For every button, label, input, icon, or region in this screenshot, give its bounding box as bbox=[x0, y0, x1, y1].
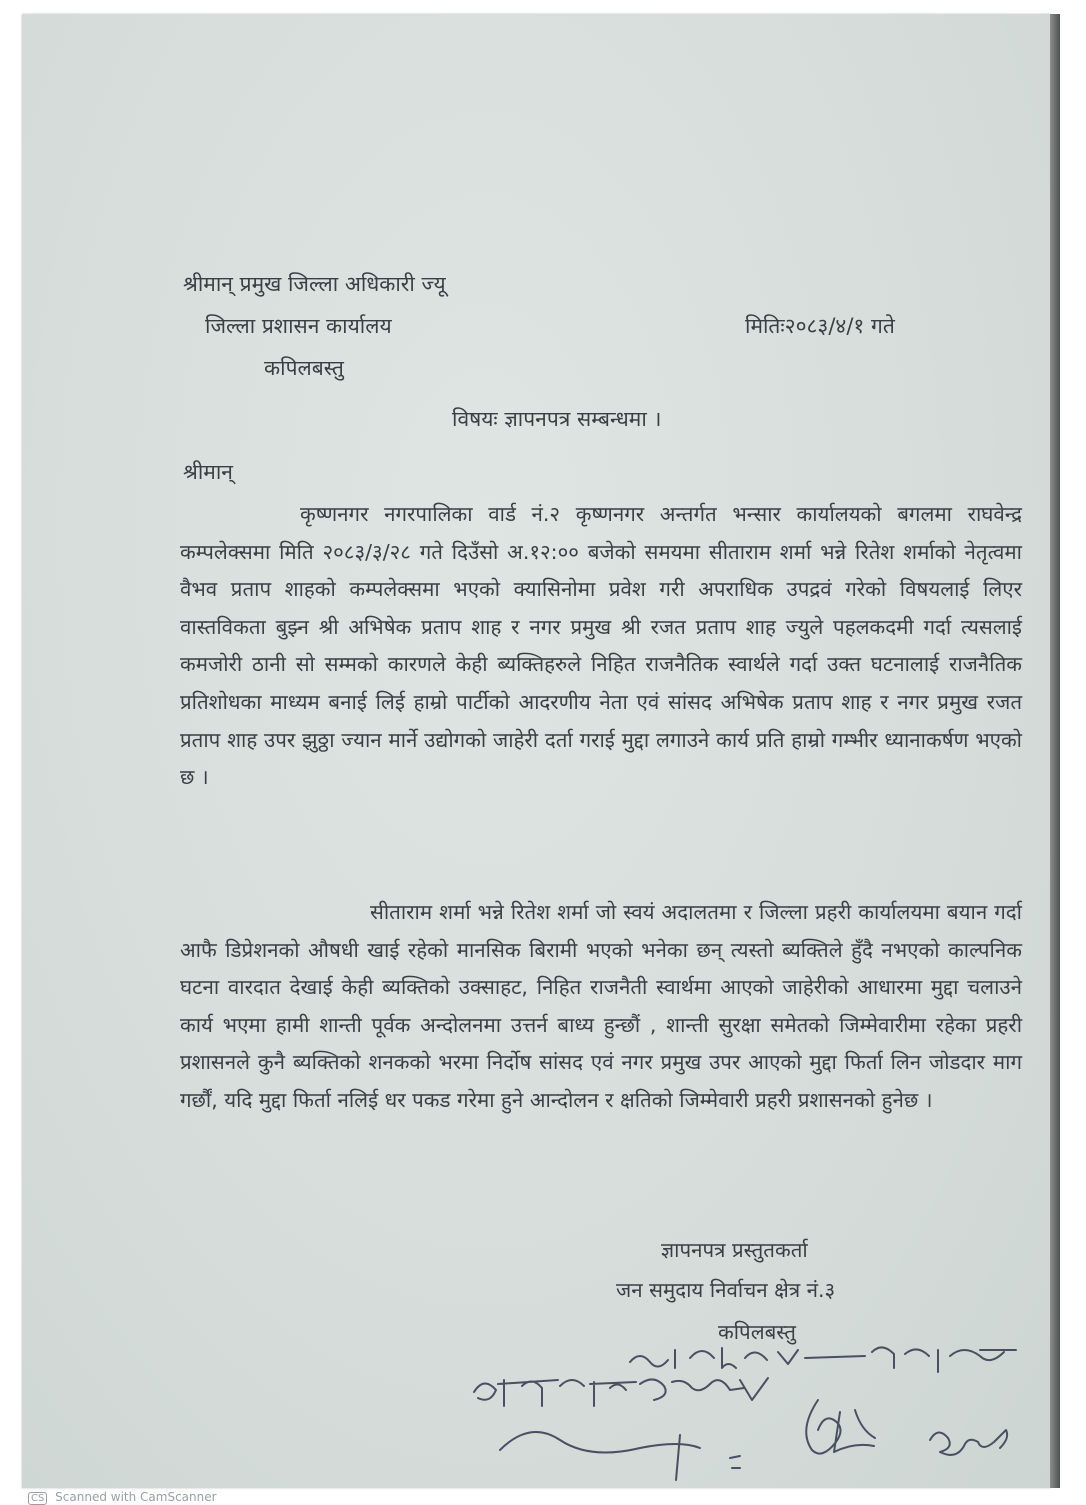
closing-district: कपिलबस्तु bbox=[718, 1320, 796, 1344]
signature-stroke bbox=[806, 1400, 875, 1454]
camscanner-text: Scanned with CamScanner bbox=[55, 1490, 217, 1504]
letter-subject: विषयः ज्ञापनपत्र सम्बन्धमा । bbox=[452, 407, 662, 431]
letter-date: मितिः२०८३/४/१ गते bbox=[745, 314, 895, 338]
handwritten-signatures bbox=[460, 1340, 1040, 1490]
salutation: श्रीमान् bbox=[183, 460, 233, 484]
page-edge-shadow bbox=[1050, 14, 1060, 1488]
body-paragraph-2: सीताराम शर्मा भन्ने रितेश शर्मा जो स्वयं अदालतमा र जिल्ला प्रहरी कार्यालयमा बयान गर्दा आफै डिप्रेशनको औषधी खाई रहेको मानसिक बिरामी भएको भनेका छन् त्यस्तो ब्यक्तिले हुँदै नभएको काल्पनिक घटना वारदात देखाई केही ब्यक्तिको उक्साहट, निहित राजनैती स्वार्थमा आएको जाहेरीको आधारमा मुद्दा चलाउने कार्य भएमा हामी शान्ती पूर्वक अन्दोलनमा उत्तर्न बाध्य हुन्छौं , शान्ती सुरक्षा समेतको जिम्मेवारीमा रहेका प्रहरी प्रशासनले कुनै ब्यक्तिको शनकको भरमा निर्दोष सांसद एवं नगर प्रमुख उपर आएको मुद्दा फिर्ता लिन जोडदार माग गर्छौं, यदि मुद्दा फिर्ता नलिई धर पकड गरेमा हुने आन्दोलन र क्षतिको जिम्मेवारी प्रहरी प्रशासनको हुनेछ । bbox=[180, 900, 1022, 1112]
camscanner-badge: CS bbox=[28, 1492, 47, 1505]
signature-stroke bbox=[500, 1432, 700, 1480]
signature-stroke bbox=[730, 1456, 740, 1468]
closing-organization: जन समुदाय निर्वाचन क्षेत्र नं.३ bbox=[616, 1278, 836, 1302]
signature-stroke bbox=[630, 1347, 1016, 1372]
signature-stroke bbox=[474, 1378, 768, 1406]
recipient-line-1: श्रीमान् प्रमुख जिल्ला अधिकारी ज्यू bbox=[183, 272, 446, 296]
scanner-footer bbox=[28, 1490, 217, 1505]
body-paragraph-1: कृष्णनगर नगरपालिका वार्ड नं.२ कृष्णनगर अन्तर्गत भन्सार कार्यालयको बगलमा राघवेन्द्र कम्पलेक्समा मिति २०८३/३/२८ गते दिउँसो अ.१२:०० बजेको समयमा सीताराम शर्मा भन्ने रितेश शर्माको नेतृत्वमा वैभव प्रताप शाहको कम्पलेक्समा भएको क्यासिनोमा प्रवेश गरी अपराधिक उपद्रवं गरेको विषयलाई लिएर वास्तविकता बुझ्न श्री अभिषेक प्रताप शाह र नगर प्रमुख श्री रजत प्रताप शाह ज्युले पहलकदमी गर्दा त्यसलाई कमजोरी ठानी सो सम्मको कारणले केही ब्यक्तिहरुले निहित राजनैतिक स्वार्थले गर्दा उक्त घटनालाई राजनैतिक प्रतिशोधका माध्यम बनाई लिई हाम्रो पार्टीको आदरणीय नेता एवं सांसद अभिषेक प्रताप शाह र नगर प्रमुख रजत प्रताप शाह उपर झुठ्ठा ज्यान मार्ने उद्योगको जाहेरी दर्ता गराई मुद्दा लगाउने कार्य प्रति हाम्रो गम्भीर ध्यानाकर्षण भएको छ । bbox=[180, 502, 1022, 790]
recipient-line-3: कपिलबस्तु bbox=[264, 356, 344, 380]
recipient-line-2: जिल्ला प्रशासन कार्यालय bbox=[205, 314, 392, 338]
signature-stroke bbox=[930, 1430, 1007, 1455]
closing-presenter: ज्ञापनपत्र प्रस्तुतकर्ता bbox=[661, 1238, 808, 1262]
